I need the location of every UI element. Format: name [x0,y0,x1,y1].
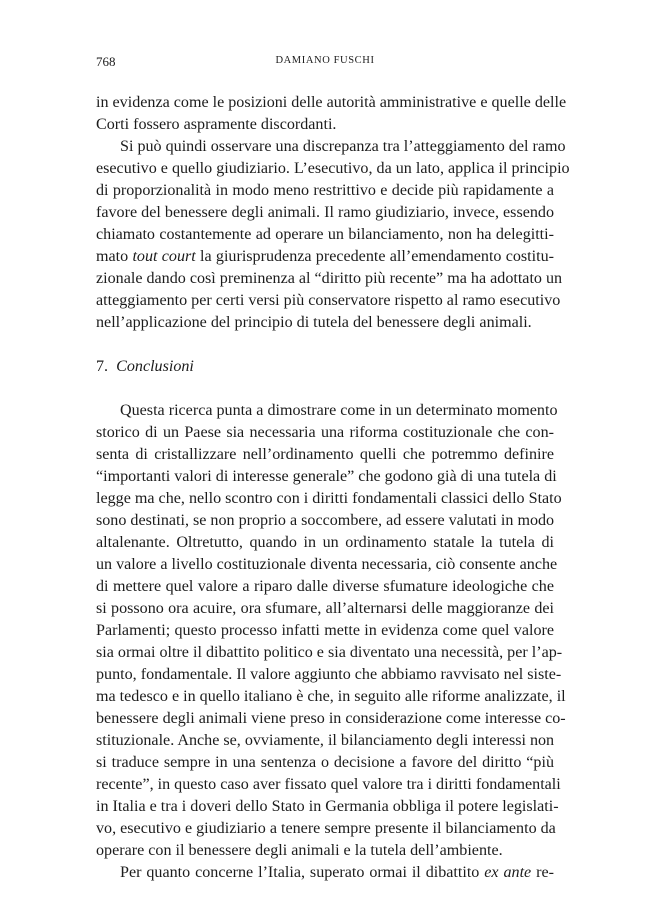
text-line: vo, esecutivo e giudiziario a tenere sempre presente il bilanciamento da [96,820,556,837]
page-header [96,54,554,74]
section-title: Conclusioni [116,358,194,375]
paragraph [96,92,567,136]
text-line: esecutivo e quello giudiziario. L’esecutivo, da un lato, applica il principio [96,160,570,177]
text-line [96,246,554,268]
text-line: Corti fossero aspramente discordanti. [96,116,337,133]
text-line: altalenante. Oltretutto, quando in un ordinamento statale la tutela di [96,534,554,551]
italic-term: ex ante [484,864,532,881]
text-fragment: re- [531,864,554,881]
text-line: recente”, in questo caso aver fissato quel valore tra i diritti fondamentali [96,776,561,793]
text-line: sia ormai oltre il dibattito politico e sia diventato una necessità, per l’ap- [96,644,563,661]
text-fragment: la giurisprudenza precedente all’emendamento costitu- [200,248,555,265]
text-line: ma tedesco e in quello italiano è che, in seguito alle riforme analizzate, il [96,688,566,705]
text-line: di mettere quel valore a riparo dalle diverse sfumature ideologiche che [96,578,554,595]
text-fragment: mato [96,248,133,265]
text-line: nell’applicazione del principio di tutela del benessere degli animali. [96,314,532,331]
text-line: storico di un Paese sia necessaria una riforma costituzionale che con- [96,424,554,441]
text-fragment: Per quanto concerne l’Italia, superato ormai il dibattito [120,864,480,881]
text-line: stituzionale. Anche se, ovviamente, il bilanciamento degli interessi non [96,732,555,749]
text-line [96,862,554,884]
text-line: si traduce sempre in una sentenza o decisione a favore del diritto “più [96,754,554,771]
text-line: chiamato costantemente ad operare un bilanciamento, non ha delegitti- [96,226,554,243]
paragraph [96,136,570,334]
text-line: un valore a livello costituzionale diventa necessaria, ciò consente anche [96,556,558,573]
text-line: operare con il benessere degli animali e la tutela dell’ambiente. [96,842,503,859]
text-line: senta di cristallizzare nell’ordinamento quelli che potremmo definire [96,446,554,463]
italic-term: tout court [132,248,196,265]
page-number: 768 [96,54,116,69]
text-line: favore del benessere degli animali. Il ramo giudiziario, invece, essendo [96,204,554,221]
text-line: sono destinati, se non proprio a soccombere, ad essere valutati in modo [96,512,555,529]
paragraph [96,862,554,884]
section-number: 7. [96,358,109,375]
body-text [96,92,570,884]
text-line: benessere degli animali viene preso in considerazione come interesse co- [96,710,566,727]
text-line: atteggiamento per certi versi più conservatore rispetto al ramo esecutivo [96,292,561,309]
text-line: Si può quindi osservare una discrepanza tra l’atteggiamento del ramo [120,138,566,155]
text-line: si possono ora acuire, ora sfumare, all’alternarsi delle maggioranze dei [96,600,554,617]
text-line: zionale dando così preminenza al “diritto più recente” ma ha adottato un [96,270,563,287]
text-line: in evidenza come le posizioni delle autorità amministrative e quelle delle [96,94,567,111]
text-line: in Italia e tra i doveri dello Stato in Germania obbliga il potere legislati- [96,798,559,815]
text-line: punto, fondamentale. Il valore aggiunto che abbiamo ravvisato nel siste- [96,666,562,683]
text-line: “importanti valori di interesse generale” che godono già di una tutela di [96,468,557,485]
text-line: Questa ricerca punta a dimostrare come in un determinato momento [120,402,558,419]
paragraph [96,400,566,862]
text-line: di proporzionalità in modo meno restrittivo e decide più rapidamente a [96,182,554,199]
running-head: DAMIANO FUSCHI [275,55,375,66]
text-line: legge ma che, nello scontro con i diritti fondamentali classici dello Stato [96,490,562,507]
text-line: Parlamenti; questo processo infatti mette in evidenza come quel valore [96,622,554,639]
section-heading [96,356,554,378]
